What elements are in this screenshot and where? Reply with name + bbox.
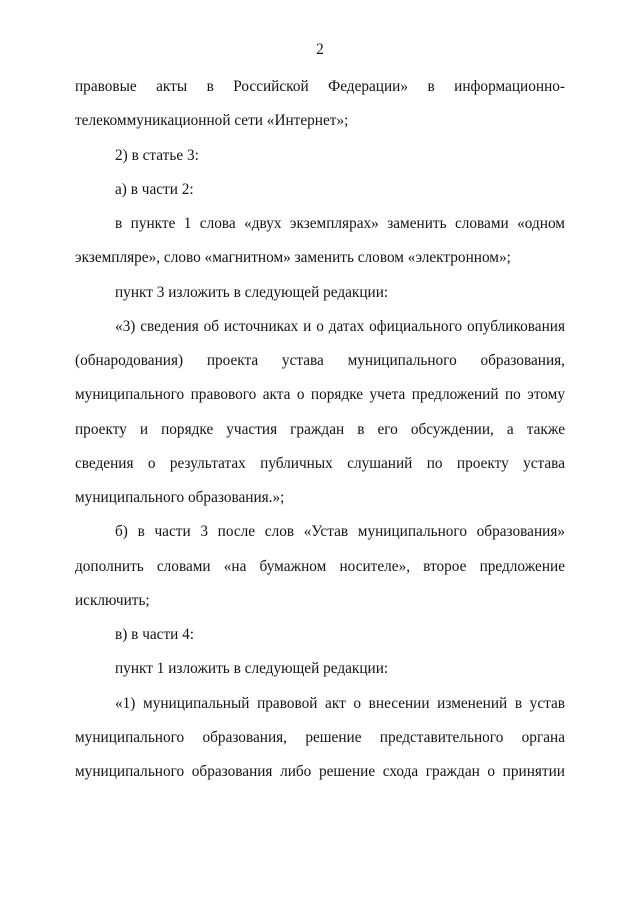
text-line: б) в части 3 после слов «Устав муниципального образования» [115, 523, 565, 541]
document-body [75, 70, 565, 789]
text-line: пункт 1 изложить в следующей редакции: [115, 660, 389, 678]
page-number: 2 [316, 41, 324, 58]
text-line: в) в части 4: [115, 626, 195, 643]
text-line: правовые акты в Российской Федерации» в информационно- [75, 78, 565, 95]
text-line: муниципального правового акта о порядке учета предложений по этому [75, 386, 565, 404]
text-line: экземпляре», слово «магнитном» заменить словом «электронном»; [75, 249, 511, 267]
text-line: (обнародования) проекта устава муниципального образования, [75, 352, 565, 369]
text-line: 2) в статье 3: [115, 146, 199, 164]
text-line: исключить; [75, 591, 150, 609]
text-line: «1) муниципальный правовой акт о внесении изменений в устав [115, 694, 565, 712]
text-line: пункт 3 изложить в следующей редакции: [115, 283, 389, 301]
text-line: сведения о результатах публичных слушаний по проекту устава [75, 454, 565, 472]
text-line: телекоммуникационной сети «Интернет»; [75, 112, 349, 130]
text-line: «3) сведения об источниках и о датах официального опубликования [115, 317, 565, 335]
text-line: в пункте 1 слова «двух экземплярах» заменить словами «одном [115, 215, 565, 232]
text-line: проекту и порядке участия граждан в его обсуждении, а также [75, 420, 565, 438]
text-line: дополнить словами «на бумажном носителе», второе предложение [75, 557, 565, 575]
text-line: муниципального образования.»; [75, 489, 285, 506]
text-line: муниципального образования, решение представительного органа [75, 728, 565, 746]
text-line: а) в части 2: [115, 180, 194, 198]
text-line: муниципального образования либо решение схода граждан о принятии [75, 763, 565, 780]
